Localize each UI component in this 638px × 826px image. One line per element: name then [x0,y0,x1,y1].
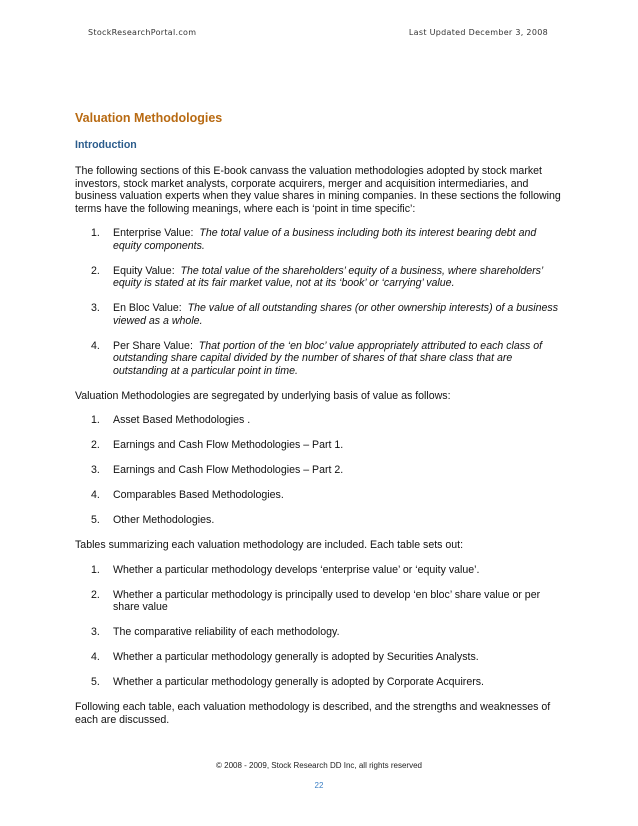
list-item-text: Asset Based Methodologies . [113,414,251,426]
page-header [88,28,548,37]
subsection-title: Introduction [75,138,137,151]
definition-term: Equity Value: [113,264,175,277]
intro-paragraph: The following sections of this E-book canvass the valuation methodologies adopted by stock market investors, stock market analysts, corporate acquirers, merger and acquisition intermediaries, and business valuation experts when they value shares in mining companies. In these sections the following terms have the following meanings, where each is ‘point in time specific’: [75,165,561,215]
list-item [75,676,565,689]
list-number: 4. [91,489,100,501]
definition-text: The value of all outstanding shares (or other ownership interests) of a business viewed as a whole. [113,302,559,327]
list-number: 4. [91,339,100,352]
list-item [75,489,565,502]
methodologies-list [75,414,565,527]
definition-text: The total value of a business including both its interest bearing debt and equity components. [113,227,537,252]
list-item-text: Other Methodologies. [113,514,215,526]
definition-item [75,302,565,327]
list-item [75,564,565,577]
list-number: 3. [91,302,100,314]
list-item-text: Whether a particular methodology develops ‘enterprise value’ or ‘equity value’. [113,563,480,576]
page-footer-copyright: © 2008 - 2009, Stock Research DD Inc, all rights reserved [216,761,422,770]
list-item [75,589,565,614]
list-number: 2. [91,439,100,451]
definition-item [75,227,565,252]
list-number: 1. [91,227,100,239]
list-number: 1. [91,414,100,426]
definition-item [75,340,565,378]
definition-text: That portion of the ‘en bloc’ value appropriately attributed to each class of outstanding share capital divided by the number of shares of that share class that are outstanding at a particular point in time. [113,339,543,377]
list-item [75,514,565,527]
list-number: 5. [91,676,100,688]
list-item [75,464,565,477]
list-item-text: Earnings and Cash Flow Methodologies – Part 1. [113,439,344,451]
page-content [75,112,565,726]
section-title: Valuation Methodologies [75,111,223,125]
header-site-name: StockResearchPortal.com [88,28,197,37]
list-item-text: Whether a particular methodology generally is adopted by Corporate Acquirers. [113,676,484,688]
list-item [75,439,565,452]
closing-paragraph: Following each table, each valuation methodology is described, and the strengths and weaknesses of each are discussed. [75,701,551,726]
list-item [75,626,565,639]
list-item-text: The comparative reliability of each methodology. [113,626,340,638]
list-number: 1. [91,563,100,576]
definition-term: Per Share Value: [113,339,193,352]
definition-text: The total value of the shareholders’ equity of a business, where shareholders’ equity is stated at its fair market value, not at its ‘book’ or ‘carrying’ value. [113,264,543,289]
list-item-text: Comparables Based Methodologies. [113,489,284,501]
list-number: 4. [91,651,100,663]
list-item-text: Whether a particular methodology generally is adopted by Securities Analysts. [113,651,479,663]
page-number: 22 [314,781,324,790]
header-last-updated: Last Updated December 3, 2008 [408,28,548,37]
list-number: 2. [91,264,100,277]
list-number: 3. [91,464,100,476]
table-items-list [75,564,565,689]
list-item-text: Whether a particular methodology is principally used to develop ‘en bloc’ share value or per share value [113,588,541,613]
list-item-text: Earnings and Cash Flow Methodologies – Part 2. [113,464,344,476]
definitions-list [75,227,565,377]
list-item [75,414,565,427]
list-number: 5. [91,514,100,526]
tables-paragraph: Tables summarizing each valuation methodology are included. Each table sets out: [75,539,464,551]
segregation-paragraph: Valuation Methodologies are segregated by underlying basis of value as follows: [75,389,451,402]
list-item [75,651,565,664]
definition-term: En Bloc Value: [113,302,182,314]
list-number: 3. [91,626,100,638]
definition-term: Enterprise Value: [113,227,194,239]
list-number: 2. [91,588,100,601]
definition-item [75,265,565,290]
